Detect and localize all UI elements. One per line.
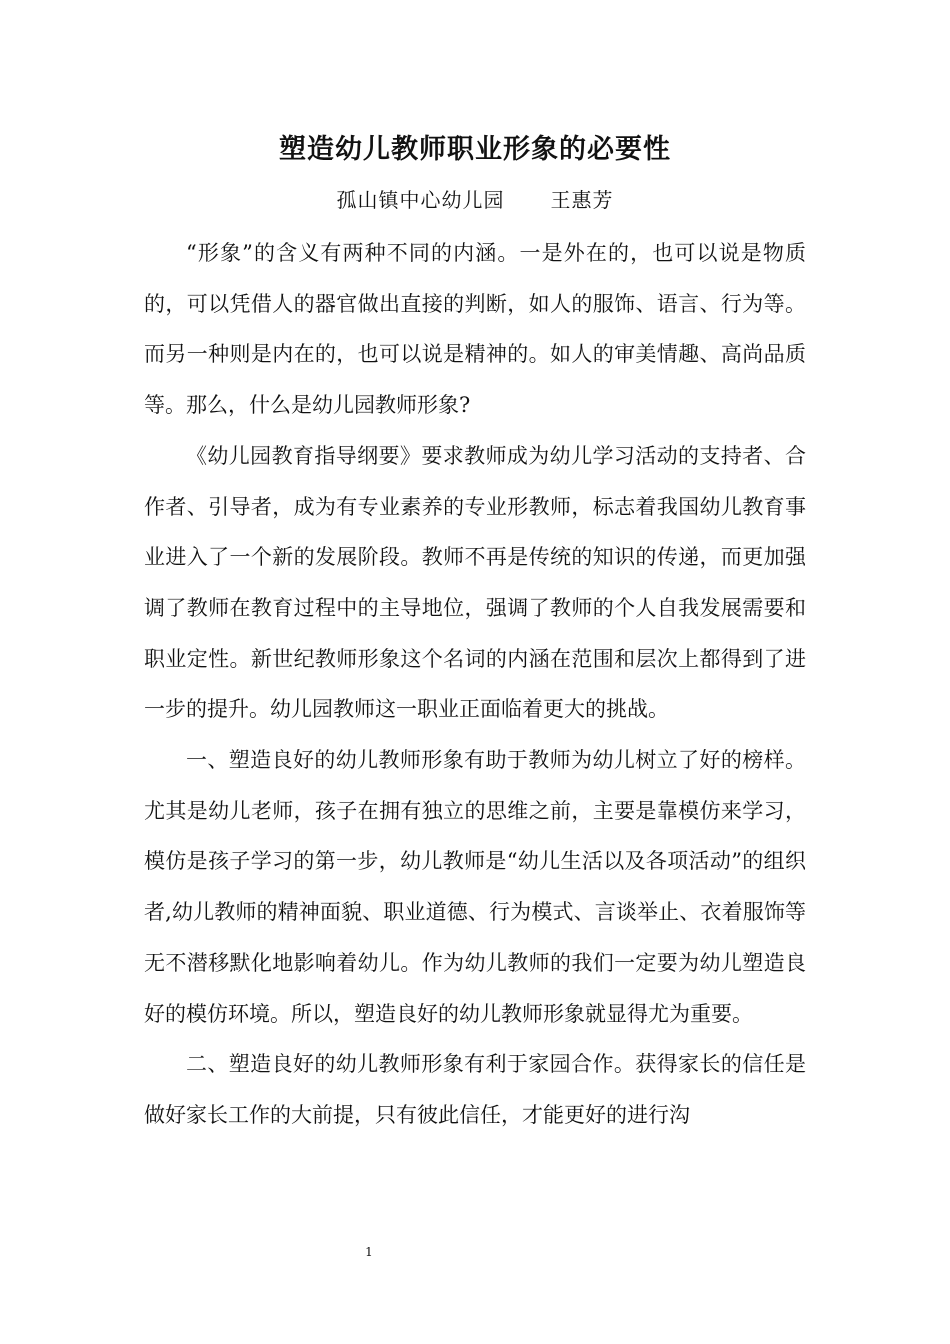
- paragraph: 《幼儿园教育指导纲要》要求教师成为幼儿学习活动的支持者、合作者、引导者，成为有专业素养的专业形教师，标志着我国幼儿教育事业进入了一个新的发展阶段。教师不再是传统的知识的传递，而更加强调了教师在教育过程中的主导地位，强调了教师的个人自我发展需要和职业定性。新世纪教师形象这个名词的内涵在范围和层次上都得到了进一步的提升。幼儿园教师这一职业正面临着更大的挑战。: [144, 443, 806, 722]
- paragraph: 二、塑造良好的幼儿教师形象有利于家园合作。获得家长的信任是做好家长工作的大前提，只有彼此信任，才能更好的进行沟: [144, 1052, 806, 1127]
- paragraph: “形象”的含义有两种不同的内涵。一是外在的，也可以说是物质的，可以凭借人的器官做出直接的判断，如人的服饰、语言、行为等。而另一种则是内在的，也可以说是精神的。如人的审美情趣、高尚品质等。那么，什么是幼儿园教师形象?: [144, 241, 806, 418]
- paragraph: 一、塑造良好的幼儿教师形象有助于教师为幼儿树立了好的榜样。尤其是幼儿老师，孩子在拥有独立的思维之前，主要是靠模仿来学习，模仿是孩子学习的第一步，幼儿教师是“幼儿生活以及各项活动”的组织者,幼儿教师的精神面貌、职业道德、行为模式、言谈举止、衣着服饰等无不潜移默化地影响着幼儿。作为幼儿教师的我们一定要为幼儿塑造良好的模仿环境。所以，塑造良好的幼儿教师形象就显得尤为重要。: [144, 748, 806, 1026]
- document-body: [144, 228, 806, 1141]
- byline: [0, 184, 950, 216]
- page-number: 1: [365, 1245, 373, 1259]
- document-title: 塑造幼儿教师职业形象的必要性: [279, 134, 671, 165]
- byline-organization: 孤山镇中心幼儿园: [336, 188, 505, 212]
- byline-author: 王惠芳: [550, 188, 614, 212]
